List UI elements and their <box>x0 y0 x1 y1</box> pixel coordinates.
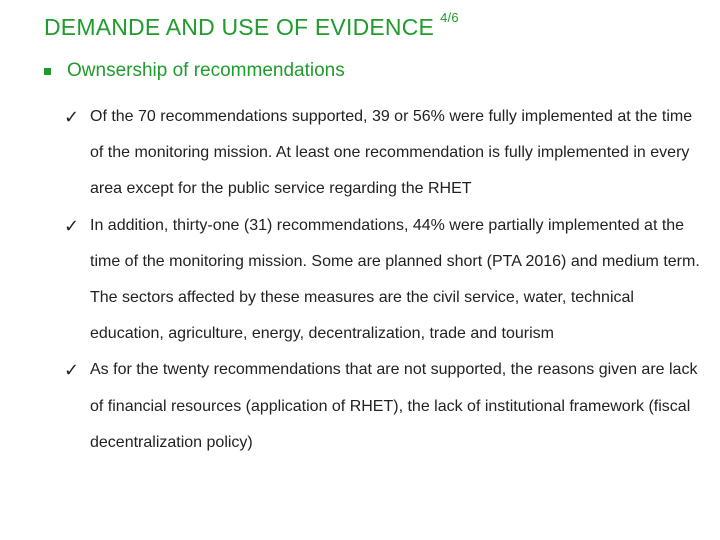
recommendation-bullet-list <box>64 99 704 461</box>
bullet-text: Of the 70 recommendations supported, 39 or 56% were fully implemented at the time of the monitoring mission. At least one recommendation is fully implemented in every area except for the public service regarding the RHET <box>90 108 693 198</box>
list-item <box>64 99 704 208</box>
check-icon: ✓ <box>64 215 80 236</box>
check-icon: ✓ <box>64 360 80 381</box>
page-indicator: 4/6 <box>440 10 459 26</box>
bullet-text: In addition, thirty-one (31) recommendations, 44% were partially implemented at the time of the monitoring mission. Some are planned short (PTA 2016) and medium term. The sectors affected by these measures are the civil service, water, technical education, agriculture, energy, decentralization, trade and tourism <box>90 216 700 343</box>
bullet-text: As for the twenty recommendations that are not supported, the reasons given are lack of financial resources (application of RHET), the lack of institutional framework (fiscal decentralization policy) <box>90 361 698 451</box>
slide-title <box>44 10 459 41</box>
section-heading-text: Ownsership of recommendations <box>67 60 345 81</box>
section-heading <box>42 60 345 82</box>
slide-title-text: DEMANDE AND USE OF EVIDENCE <box>44 14 435 40</box>
list-item <box>64 352 704 461</box>
check-icon: ✓ <box>64 107 80 127</box>
list-item <box>64 208 704 353</box>
square-bullet-icon <box>44 68 51 75</box>
